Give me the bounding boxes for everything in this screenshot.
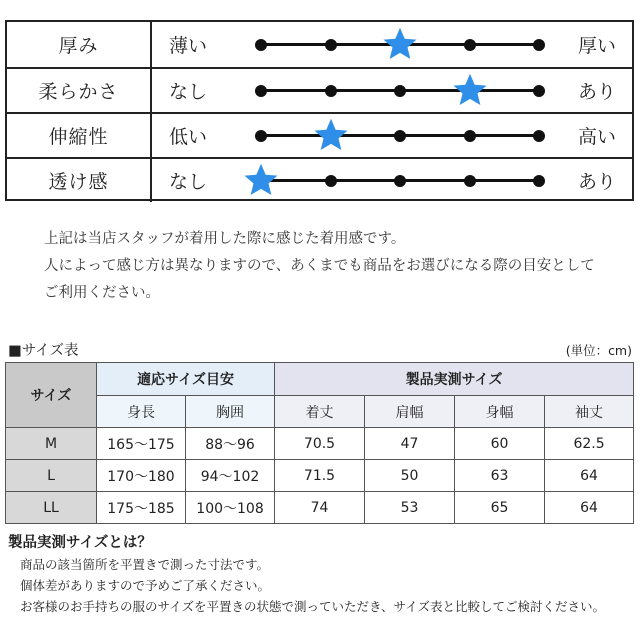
explain-body bbox=[20, 554, 605, 617]
scale-dot bbox=[255, 85, 267, 97]
column-header: 胸囲 bbox=[186, 396, 275, 428]
feel-row-transparency bbox=[7, 157, 632, 202]
explain-line: お客様のお手持ちの服のサイズを平置きの状態で測っていただき、サイズ表と比較してご検討ください。 bbox=[20, 599, 606, 614]
scale-dot bbox=[255, 130, 267, 142]
table-cell: 64 bbox=[545, 460, 634, 492]
scale-dot bbox=[255, 39, 267, 51]
feel-name: 透け感 bbox=[7, 159, 152, 202]
size-table-column-row bbox=[6, 396, 634, 428]
feel-low-label: 薄い bbox=[169, 35, 208, 57]
table-cell: 62.5 bbox=[545, 428, 634, 460]
fit-group-header: 適応サイズ目安 bbox=[97, 363, 275, 396]
feel-high-label: あり bbox=[577, 171, 616, 193]
table-cell: 94～102 bbox=[186, 460, 275, 492]
table-cell: 165～175 bbox=[97, 428, 186, 460]
column-header: 着丈 bbox=[275, 396, 365, 428]
star-icon bbox=[243, 162, 279, 198]
scale-dot bbox=[533, 39, 545, 51]
star-icon bbox=[382, 26, 418, 62]
feel-row-stretch bbox=[7, 112, 632, 157]
table-cell: 60 bbox=[455, 428, 545, 460]
table-row bbox=[6, 460, 634, 492]
column-header: 身幅 bbox=[455, 396, 545, 428]
size-header: サイズ bbox=[6, 363, 97, 428]
measure-group-header: 製品実測サイズ bbox=[275, 363, 634, 396]
feel-scale bbox=[245, 22, 555, 67]
scale-dot bbox=[464, 130, 476, 142]
feel-high-label: 高い bbox=[577, 126, 616, 148]
table-cell: 88～96 bbox=[186, 428, 275, 460]
column-header: 身長 bbox=[97, 396, 186, 428]
table-cell: 74 bbox=[275, 492, 365, 524]
feel-scale bbox=[245, 69, 555, 112]
table-cell: 170～180 bbox=[97, 460, 186, 492]
feel-low-label: なし bbox=[169, 81, 208, 103]
scale-dot bbox=[325, 175, 337, 187]
size-label: L bbox=[6, 460, 97, 492]
table-cell: 63 bbox=[455, 460, 545, 492]
note-line: 人によって感じ方は異なりますので、あくまでも商品をお選びになる際の目安として bbox=[44, 258, 595, 274]
note-line: 上記は当店スタッフが着用した際に感じた着用感です。 bbox=[44, 231, 406, 247]
table-cell: 64 bbox=[545, 492, 634, 524]
feel-row-thickness bbox=[7, 22, 632, 67]
table-cell: 100～108 bbox=[186, 492, 275, 524]
feel-note bbox=[44, 226, 595, 307]
table-cell: 50 bbox=[365, 460, 455, 492]
column-header: 肩幅 bbox=[365, 396, 455, 428]
size-table bbox=[5, 362, 634, 524]
feel-low-label: なし bbox=[169, 171, 208, 193]
feel-name: 伸縮性 bbox=[7, 114, 152, 157]
feel-high-label: 厚い bbox=[577, 35, 616, 57]
feel-scale bbox=[245, 159, 555, 202]
table-cell: 70.5 bbox=[275, 428, 365, 460]
star-icon bbox=[452, 72, 488, 108]
scale-dot bbox=[464, 39, 476, 51]
feel-name: 厚み bbox=[7, 22, 152, 67]
table-cell: 47 bbox=[365, 428, 455, 460]
size-label: LL bbox=[6, 492, 97, 524]
feel-low-label: 低い bbox=[169, 126, 208, 148]
size-label: M bbox=[6, 428, 97, 460]
column-header: 袖丈 bbox=[545, 396, 634, 428]
feel-table bbox=[5, 20, 634, 201]
scale-dot bbox=[325, 39, 337, 51]
feel-name: 柔らかさ bbox=[7, 69, 152, 112]
scale-dot bbox=[394, 130, 406, 142]
scale-dot bbox=[533, 130, 545, 142]
feel-row-softness bbox=[7, 67, 632, 112]
feel-scale bbox=[245, 114, 555, 157]
scale-dot bbox=[394, 175, 406, 187]
star-icon bbox=[313, 117, 349, 153]
scale-dot bbox=[464, 175, 476, 187]
table-row bbox=[6, 428, 634, 460]
size-table-title: ■サイズ表 bbox=[8, 343, 79, 359]
size-table-unit: (単位：cm) bbox=[565, 343, 632, 358]
table-cell: 53 bbox=[365, 492, 455, 524]
scale-dot bbox=[394, 85, 406, 97]
explain-line: 個体差がありますので予めご了承ください。 bbox=[20, 578, 271, 593]
table-cell: 65 bbox=[455, 492, 545, 524]
scale-dot bbox=[533, 85, 545, 97]
note-line: ご利用ください。 bbox=[44, 285, 160, 301]
table-row bbox=[6, 492, 634, 524]
scale-dot bbox=[325, 85, 337, 97]
explain-line: 商品の該当箇所を平置きで測った寸法です。 bbox=[20, 557, 270, 572]
size-table-group-row bbox=[6, 363, 634, 396]
explain-title: 製品実測サイズとは？ bbox=[8, 535, 152, 551]
table-cell: 175～185 bbox=[97, 492, 186, 524]
scale-dot bbox=[533, 175, 545, 187]
table-cell: 71.5 bbox=[275, 460, 365, 492]
feel-high-label: あり bbox=[577, 81, 616, 103]
